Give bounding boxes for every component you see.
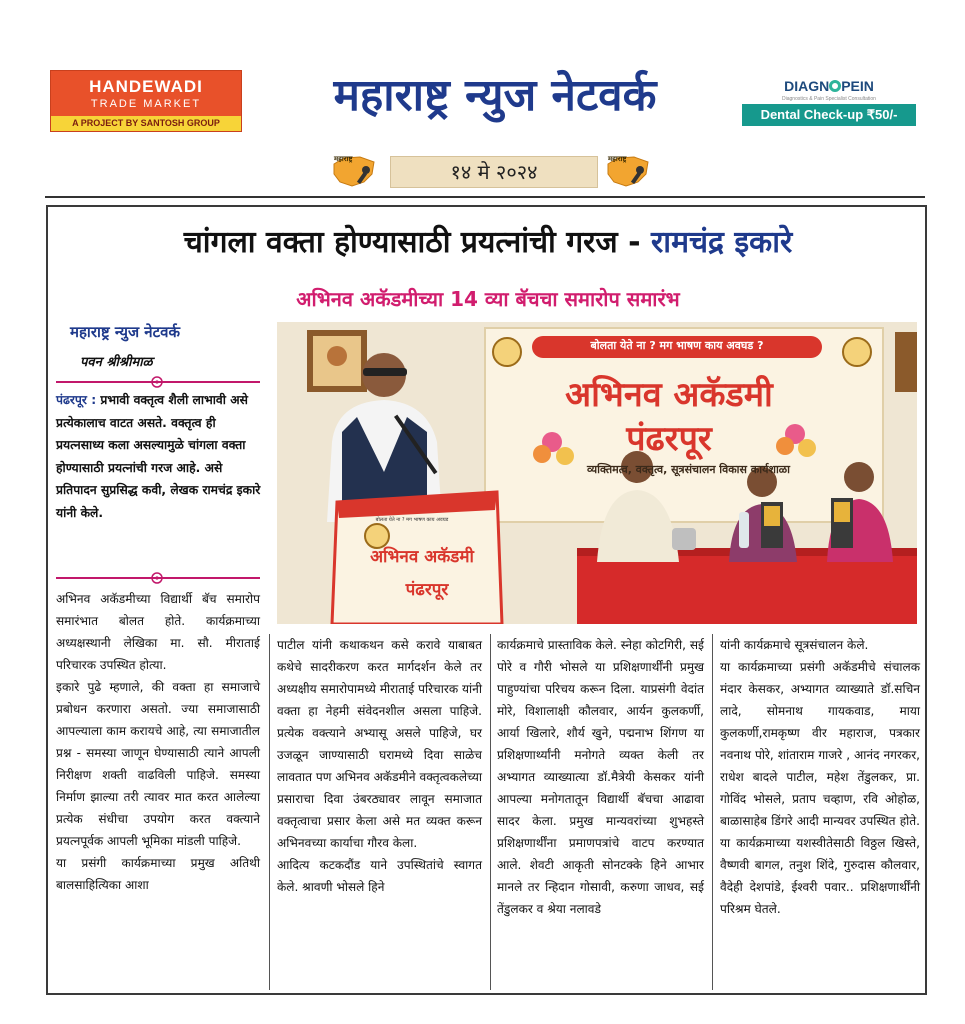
ad-left-line2: TRADE MARKET bbox=[90, 98, 202, 110]
article-column-1 bbox=[56, 588, 260, 896]
article-headline bbox=[52, 218, 924, 268]
banner-name: अभिनव अकॅडमी bbox=[565, 375, 773, 415]
column-1-paragraph-1: अभिनव अकॅडमीच्या विद्यार्थी बॅच समारोप समारंभात बोलत होते. कार्यक्रमाच्या अध्यक्षस्थानी लेखिका मा. सौ. मीराताई परिचारक उपस्थित होत्या. bbox=[56, 592, 260, 672]
masthead-divider bbox=[45, 196, 925, 198]
ad-right-sub: Diagnostics & Pain Specialist Consultation bbox=[782, 96, 876, 102]
lead-text: प्रभावी वक्तृत्व शैली लाभावी असे प्रत्येकालाच वाटत असते. वक्तृत्व ही प्रयत्नसाध्य कला असल्यामुळे चांगला वक्ता होण्यासाठी प्रयत्नांची गरज आहे. असे प्रतिपादन सुप्रसिद्ध कवी, लेखक रामचंद्र इकारे यांनी केले. bbox=[56, 393, 261, 520]
ornament-icon bbox=[146, 375, 168, 389]
mini-logo-label: महाराष्ट्र bbox=[608, 155, 627, 163]
column-1-paragraph-2: इकारे पुढे म्हणाले, की वक्ता हा समाजाचे प्रबोधन करणारा असतो. ज्या समाजासाठी आपल्याला काम करायचे आहे, त्या समाजातील प्रश्न - समस्या जाणून घेण्यासाठी त्याने आपली निरीक्षण शक्ती वाढविली पाहिजे. समस्या निर्माण झाल्या तरी त्यावर मात करत आलेल्या प्रत्येक संधीचा उपयोग करत वक्त्याने प्रयत्नपूर्वक आपली भूमिका मांडली पाहिजे. bbox=[56, 680, 260, 848]
article-column-3 bbox=[497, 634, 704, 920]
column-1-paragraph-3: या प्रसंगी कार्यक्रमाच्या प्रमुख अतिथी बालसाहित्यिका आशा bbox=[56, 856, 260, 892]
event-photo bbox=[277, 322, 917, 624]
ornament-icon bbox=[146, 571, 168, 585]
mini-logo-label: महाराष्ट्र bbox=[334, 155, 353, 163]
ad-right-offer: Dental Check-up ₹50/- bbox=[742, 104, 916, 126]
banner-city: पंढरपूर bbox=[626, 419, 712, 459]
ad-right-brand bbox=[742, 78, 916, 94]
column-divider bbox=[269, 634, 270, 990]
article-column-4 bbox=[720, 634, 920, 920]
column-4-paragraph-1: यांनी कार्यक्रमाचे सूत्रसंचालन केले. bbox=[720, 638, 869, 652]
column-4-paragraph-2: या कार्यक्रमाच्या प्रसंगी अकॅडमीचे संचालक मंदार केसकर, अभ्यागत व्याख्याते डॉ.सचिन लादे, सोमनाथ गायकवाड, माया कुलकर्णी,रामकृष्ण वीर महाराज, पत्रकार नवनाथ पोरे, शांताराम गाजरे , आनंद नगरकर, राधेश बादले पाटील, महेश तेंडुलकर, प्रा. गोविंद भोसले, प्रताप चव्हाण, रवि ओहोळ, बाळासाहेब डिंगरे आदी मान्यवर उपस्थित होते. या कार्यक्रमाच्या यशस्वीतेसाठी विठ्ठल खिस्ते, वैष्णवी बागल, तनुश शिंदे, गुरुदास कौलवार, वैदेही देशपांडे, ईश्वरी पवार.. प्रशिक्षणार्थींनी परिश्रम घेतले. bbox=[720, 660, 920, 916]
handewadi-ad[interactable] bbox=[50, 70, 242, 132]
column-3-paragraph-1: कार्यक्रमाचे प्रास्ताविक केले. स्नेहा कोटगिरी, सई पोरे व गौरी भोसले या प्रशिक्षणार्थींनी प्रमुख पाहुण्यांचा परिचय करून दिला. याप्रसंगी वेदांत मोरे, विशालाक्षी कौलवार, आर्यन कुलकर्णी, आर्या खिलारे, शौर्य खुने, पद्मनाभ शिंगण या प्रशिक्षणार्थ्यांनी मनोगते व्यक्त केली तर अभ्यागत व्याख्यात्या डॉ.मैत्रेयी केसकर यांनी आपल्या मनोगतातून विद्यार्थी बॅचचा आढावा सादर केला. प्रमुख मान्यवरांच्या शुभहस्ते प्रशिक्षणार्थींना प्रमाणपत्रांचे वाटप करण्यात आले. शेवटी आकृती सोनटक्के हिने आभार मानले तर न्हिदान गोसावी, करुणा जाधव, सई तेंडुलकर व श्रेया नलावडे bbox=[497, 638, 704, 916]
article-column-2 bbox=[277, 634, 482, 898]
byline-author: पवन श्रीश्रीमाळ bbox=[80, 355, 153, 370]
article-subhead: अभिनव अकॅडमीच्या 14 व्या बॅचचा समारोप समारंभ bbox=[296, 287, 680, 311]
podium-name: अभिनव अकॅडमी bbox=[370, 547, 474, 567]
article-lead bbox=[56, 389, 261, 524]
mini-logo-left bbox=[330, 152, 378, 192]
column-divider bbox=[712, 634, 713, 990]
byline-source: महाराष्ट्र न्युज नेटवर्क bbox=[70, 323, 181, 341]
headline-name: रामचंद्र इकारे bbox=[651, 225, 793, 260]
brand-o-icon bbox=[829, 80, 841, 92]
diagnopein-ad[interactable] bbox=[742, 76, 916, 128]
mini-logo-right bbox=[604, 152, 652, 192]
ad-left-line1: HANDEWADI bbox=[89, 77, 203, 96]
podium-city: पंढरपूर bbox=[405, 580, 449, 600]
podium-slogan: बोलता येते ना ? मग भाषण काय अवघड bbox=[375, 517, 449, 523]
column-2-paragraph-2: आदित्य कटकदौंड याने उपस्थितांचे स्वागत केले. श्रावणी भोसले हिने bbox=[277, 858, 482, 894]
headline-main: चांगला वक्ता होण्यासाठी प्रयत्नांची गरज bbox=[183, 225, 618, 260]
lead-place: पंढरपूर : bbox=[56, 393, 97, 407]
ad-left-line3: A PROJECT BY SANTOSH GROUP bbox=[51, 116, 241, 131]
headline-dash: - bbox=[617, 225, 652, 260]
banner-slogan: बोलता येते ना ? मग भाषण काय अवघड ? bbox=[590, 339, 764, 352]
column-2-paragraph-1: पाटील यांनी कथाकथन कसे करावे याबाबत कथेचे सादरीकरण करत मार्गदर्शन केले तर अध्यक्षीय समारोपामध्ये मीराताई परिचारक यांनी वक्ता हा नेहमी संवेदनशील असला पाहिजे. प्रत्येक वक्त्याने अभ्यासू असले पाहिजे, घर उजळून जाण्यासाठी घरामध्ये दिवा साळेच लावतात पण अभिनव अकॅडमीने वक्तृत्वकलेच्या प्रसाराचा दिवा उंबरठ्यावर लावून समाजात वक्तृत्वाचा प्रसार केला असे मत व्यक्त करून अभिनवच्या कार्याचा गौरव केला. bbox=[277, 638, 482, 850]
banner-tagline: व्यक्तिमत्व, वक्तृत्व, सूत्रसंचालन विकास कार्यशाळा bbox=[587, 463, 791, 476]
ad-right-brand-pre: DIAGN bbox=[784, 78, 830, 94]
ad-right-brand-post: PEIN bbox=[841, 78, 874, 94]
masthead-title: महाराष्ट्र न्युज नेटवर्क bbox=[333, 70, 657, 121]
column-divider bbox=[490, 634, 491, 990]
issue-date: १४ मे २०२४ bbox=[390, 156, 598, 188]
